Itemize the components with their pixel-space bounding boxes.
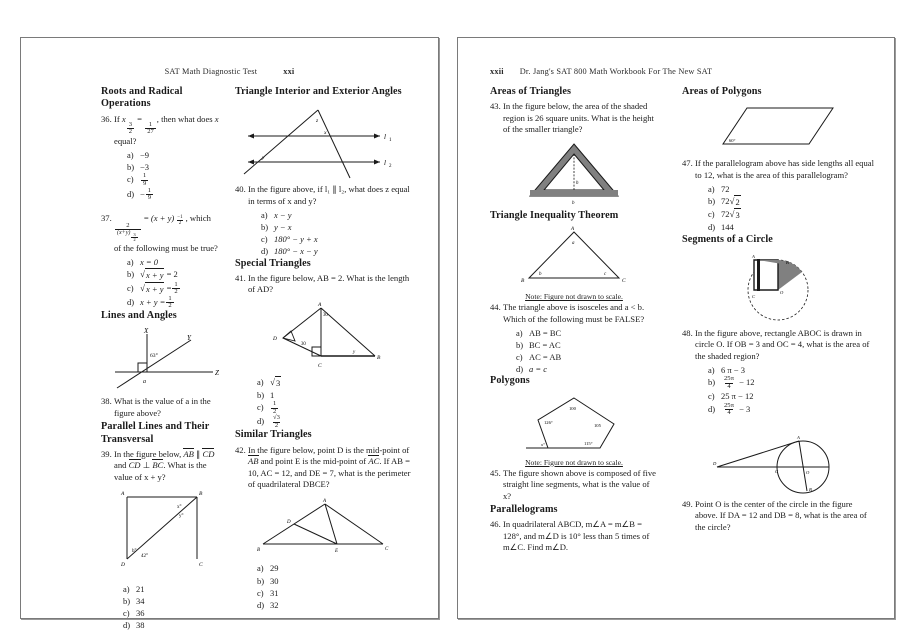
svg-text:O: O — [806, 469, 810, 475]
q44-figure-note: Note: Figure not drawn to scale. — [525, 292, 623, 302]
q36-post: , then what does — [156, 113, 213, 124]
q44-choice-d[interactable]: d) a = c — [516, 364, 548, 375]
q40-choices — [261, 209, 412, 257]
svg-text:C: C — [752, 293, 756, 299]
section-areas-of-polygons: Areas of Polygons — [682, 86, 762, 97]
svg-text:x°: x° — [177, 505, 182, 511]
q36-stem — [114, 114, 219, 147]
svg-text:Y: Y — [187, 334, 191, 343]
q45-number: 45. — [490, 467, 501, 478]
svg-text:E: E — [334, 549, 338, 555]
svg-text:D: D — [286, 520, 291, 526]
svg-text:y: y — [261, 155, 264, 162]
running-head-left-title: SAT Math Diagnostic Test — [164, 67, 258, 76]
svg-text:h: h — [576, 180, 579, 186]
running-head-left — [21, 38, 438, 76]
section-special-triangles: Special Triangles — [235, 257, 311, 269]
figure-q42 — [235, 494, 412, 558]
q41-choices — [257, 376, 412, 430]
q44-choice-a[interactable]: a) AB = BC — [516, 327, 562, 338]
q39-choice-c[interactable]: c) 36 — [123, 608, 145, 619]
q38-text: What is the value of a in the figure above? — [114, 396, 211, 418]
q36-fraction: $\frac{1}{27}$ — [147, 120, 154, 136]
svg-text:x: x — [323, 130, 326, 137]
q36-number: 36. — [101, 113, 112, 124]
running-head-right — [458, 38, 894, 76]
q39-choice-a[interactable]: a) 21 — [123, 584, 145, 595]
svg-text:l: l — [383, 133, 386, 142]
folio-left: xxi — [283, 67, 295, 76]
figure-q48 — [682, 250, 874, 324]
svg-text:C: C — [384, 547, 388, 553]
q42-choice-b[interactable]: b) 30 — [257, 575, 279, 586]
section-polygons: Polygons — [490, 375, 530, 387]
svg-text:30: 30 — [300, 341, 306, 347]
q41-choice-d[interactable]: d) $\frac{√3}{2}$ — [257, 414, 280, 429]
q46-text: In quadrilateral ABCD, m∠A = m∠B = 128°, and m∠D is 10° less than 5 times of m∠C. Find m∠D. — [503, 519, 650, 553]
svg-text:A: A — [752, 253, 755, 259]
svg-text:115°: 115° — [584, 440, 593, 446]
q36-variable-2: x — [214, 113, 219, 124]
q37-tail: , which of the following must be true? — [114, 212, 218, 253]
svg-text:z: z — [315, 118, 318, 125]
q38-number: 38. — [101, 396, 112, 407]
q48-choice-a[interactable]: a) 6 π − 3 — [708, 365, 745, 376]
q39-segment-ab: AB — [183, 449, 194, 460]
q47-choice-a[interactable]: a) 72 — [708, 184, 730, 195]
q36-choice-a[interactable]: a) −9 — [127, 150, 150, 161]
question-45 — [490, 468, 658, 502]
svg-text:b: b — [539, 272, 542, 278]
q47-choice-d[interactable]: d) 144 — [708, 222, 734, 233]
svg-text:B: B — [786, 259, 789, 265]
q42-choices — [257, 562, 412, 610]
svg-text:a: a — [143, 379, 146, 386]
section-parallelograms: Parallelograms — [490, 503, 558, 515]
q44-choice-b[interactable]: b) BC = AC — [516, 340, 561, 351]
question-41 — [235, 273, 412, 296]
figure-q47 — [682, 102, 874, 154]
question-42 — [235, 445, 412, 491]
q39-choice-d[interactable]: d) 38 — [123, 620, 145, 631]
figure-q39 — [101, 487, 219, 579]
running-head-right-title: Dr. Jang's SAT 800 Math Workbook For The New SAT — [519, 67, 713, 76]
q46-number: 46. — [490, 519, 501, 530]
q44-text: The triangle above is isosceles and a < b. Which of the following must be FALSE? — [503, 302, 645, 324]
section-segments-of-a-circle: Segments of a Circle — [682, 233, 773, 245]
q48-choice-b[interactable]: b) $\frac{25\pi}{4}$ − 12 — [708, 375, 755, 390]
q36-pre: If — [114, 113, 120, 124]
q44-number: 44. — [490, 302, 501, 313]
q39-choice-b[interactable]: b) 34 — [123, 596, 145, 607]
figure-q40 — [235, 102, 412, 180]
svg-text:42°: 42° — [141, 554, 148, 560]
q37-rhs-exponent: $\frac{-1}{2}$ — [177, 214, 183, 226]
svg-text:A: A — [317, 301, 321, 308]
svg-text:1: 1 — [388, 138, 391, 144]
q36-choice-d[interactable]: d) − $\frac{1}{9}$ — [127, 186, 152, 202]
svg-text:A: A — [797, 434, 800, 440]
question-49 — [682, 499, 874, 533]
figure-q43 — [490, 140, 658, 206]
figure-q38 — [101, 326, 219, 392]
q37-denominator: (x+y) $\frac{3}{2}$ — [115, 229, 141, 243]
q42-choice-a[interactable]: a) 29 — [257, 563, 279, 574]
q47-choices — [708, 183, 874, 233]
section-areas-of-triangles: Areas of Triangles — [490, 86, 572, 97]
q47-number: 47. — [682, 158, 693, 169]
svg-text:A: A — [571, 227, 575, 233]
svg-text:B: B — [199, 491, 203, 498]
section-similar-triangles: Similar Triangles — [235, 429, 312, 441]
q39-segment-cd: CD — [202, 449, 215, 460]
svg-text:B: B — [809, 486, 812, 492]
right-page-column-2 — [668, 86, 884, 556]
q48-choice-c[interactable]: c) 25 π − 12 — [708, 391, 754, 402]
q41-number: 41. — [235, 272, 246, 283]
question-38 — [101, 396, 219, 419]
q44-choices — [516, 327, 658, 375]
question-43 — [490, 101, 658, 135]
svg-text:D: D — [272, 335, 277, 342]
svg-text:2: 2 — [388, 164, 391, 170]
q41-text: In the figure below, AB = 2. What is the length of AD? — [248, 272, 410, 295]
q39-segment-bc: BC — [152, 460, 164, 471]
svg-text:y: y — [352, 349, 355, 355]
q41-choice-a[interactable]: a) √ 3 — [257, 376, 281, 388]
section-parallel-lines: Parallel Lines and Their Transversal — [101, 421, 210, 445]
question-44 — [490, 302, 658, 325]
svg-text:y°: y° — [179, 514, 184, 520]
q48-number: 48. — [682, 327, 693, 338]
question-40 — [235, 184, 412, 207]
q42-number: 42. — [235, 444, 246, 455]
q47-choice-c[interactable]: c) 72 √ 3 — [708, 209, 740, 221]
q39-text: In the figure below, AB ∥ CD and CD ⊥ BC. What is the value of x + y? — [114, 449, 215, 482]
svg-text:C: C — [622, 278, 626, 285]
section-triangle-interior-exterior: Triangle Interior and Exterior Angles — [235, 86, 402, 97]
question-48 — [682, 328, 874, 362]
figure-q44 — [490, 226, 658, 288]
q40-choice-c[interactable]: c) 180° − y + x — [261, 234, 318, 245]
q43-text: In the figure below, the area of the shaded region is 26 square units. What is the height of the smaller triangle? — [503, 101, 654, 135]
q44-choice-c[interactable]: c) AC = AB — [516, 352, 562, 363]
q49-number: 49. — [682, 498, 693, 509]
svg-text:c: c — [604, 272, 607, 278]
q49-text: Point O is the center of the circle in the figure above. If DA = 12 and DB = 8, what is the area of the circle? — [695, 498, 867, 532]
q36-choice-c[interactable]: c) $\frac{1}{9}$ — [127, 172, 147, 188]
svg-text:C: C — [199, 562, 203, 569]
figure-q49 — [682, 433, 874, 495]
svg-text:Z: Z — [215, 369, 219, 378]
svg-text:D: D — [121, 562, 125, 569]
question-37 — [101, 213, 219, 255]
question-47 — [682, 158, 874, 181]
q45-text: The figure shown above is composed of five straight line segments, what is the value of x? — [503, 467, 656, 501]
svg-text:100: 100 — [569, 405, 576, 411]
q42-choice-c[interactable]: c) 31 — [257, 587, 279, 598]
question-39 — [101, 449, 219, 483]
q37-choice-b[interactable]: b) √ x + y = 2 — [127, 269, 178, 281]
q37-stem — [114, 213, 219, 255]
q42-choice-d[interactable]: d) 32 — [257, 599, 279, 610]
q42-segment-ac: AC — [368, 456, 380, 467]
svg-text:A: A — [121, 491, 125, 498]
svg-text:X: X — [144, 327, 149, 336]
folio-right: xxii — [490, 67, 504, 76]
figure-q41 — [235, 300, 412, 372]
q40-choice-b[interactable]: b) y − x — [261, 222, 292, 233]
q37-number: 37. — [101, 212, 112, 223]
svg-text:30: 30 — [322, 312, 328, 318]
q36-variable: x — [121, 113, 126, 124]
question-46 — [490, 519, 658, 553]
q36-exponent: $\frac{3}{2}$ — [128, 120, 133, 136]
q37-choice-c[interactable]: c) √ x + y = $\frac{1}{2}$ — [127, 280, 178, 296]
q48-choice-d[interactable]: d) $\frac{25\pi}{4}$ − 3 — [708, 401, 751, 417]
section-triangle-inequality: Triangle Inequality Theorem — [490, 209, 619, 221]
figure-q45 — [490, 392, 658, 454]
q37-choices — [127, 256, 219, 310]
svg-text:B: B — [376, 354, 380, 361]
q47-choice-b[interactable]: b) 72 √ 2 — [708, 196, 740, 208]
q37-lhs-fraction: 2 (x+y) $\frac{3}{2}$ — [115, 223, 141, 243]
svg-text:l: l — [383, 159, 386, 168]
q42-text: In the figure below, point D is the mid-point of AB and point E is the mid-point of AC. If AB = 10, AC = 12, and DE = 7, what is the perimeter of quadrilateral DBCE? — [248, 444, 411, 490]
svg-text:B: B — [256, 548, 260, 554]
q40-choice-d[interactable]: d) 180° − x − y — [261, 246, 318, 257]
right-page-column-1 — [468, 86, 668, 556]
svg-text:C: C — [317, 362, 322, 369]
section-lines-and-angles: Lines and Angles — [101, 309, 177, 321]
svg-text:A: A — [322, 499, 326, 505]
q47-text: If the parallelogram above has side lengths all equal to 12, what is the area of this parallelogram? — [695, 158, 874, 180]
left-page-column-1 — [35, 86, 227, 632]
svg-text:b°: b° — [132, 549, 137, 555]
q43-number: 43. — [490, 101, 501, 112]
left-page-column-2 — [227, 86, 422, 632]
question-36 — [101, 114, 219, 147]
q36-choices — [127, 149, 219, 202]
svg-text:O: O — [780, 289, 784, 295]
q40-choice-a[interactable]: a) x − y — [261, 210, 292, 221]
svg-text:60°: 60° — [729, 138, 736, 144]
svg-text:b: b — [572, 200, 575, 206]
q36-equals: = — [137, 113, 143, 124]
page-left — [20, 37, 439, 631]
section-roots-radicals: Roots and Radical Operations — [101, 86, 183, 110]
q39-segment-cd-2: CD — [128, 460, 141, 471]
svg-text:B: B — [521, 278, 525, 285]
svg-text:x°: x° — [541, 441, 545, 447]
q37-rhs: (x + y) — [150, 212, 175, 223]
q37-equals: = — [143, 212, 149, 223]
q48-text: In the figure above, rectangle ABOC is drawn in circle O. If OB = 3 and OC = 4, what is the area of the shaded region? — [695, 327, 870, 361]
q37-choice-a[interactable]: a) x = 0 — [127, 257, 159, 268]
q41-choice-c[interactable]: c) $\frac{1}{2}$ — [257, 399, 277, 415]
q41-choice-b[interactable]: b) 1 — [257, 389, 275, 400]
q40-number: 40. — [235, 184, 246, 195]
q36-choice-b[interactable]: b) −3 — [127, 162, 150, 173]
svg-text:C: C — [775, 468, 779, 474]
q42-segment-ab: AB — [248, 456, 259, 467]
svg-text:a: a — [572, 241, 575, 247]
q45-figure-note: Note: Figure not drawn to scale. — [525, 457, 623, 467]
svg-text:63°: 63° — [150, 353, 158, 360]
svg-text:126°: 126° — [544, 419, 553, 425]
q39-number: 39. — [101, 449, 112, 460]
q37-choice-d[interactable]: d) x + y = $\frac{1}{2}$ — [127, 294, 172, 310]
svg-text:105: 105 — [594, 422, 601, 428]
q39-choices — [123, 583, 219, 631]
q36-end: equal? — [114, 135, 137, 146]
page-right — [457, 37, 895, 619]
svg-text:D: D — [713, 460, 717, 466]
q48-choices — [708, 364, 874, 417]
q40-text: In the figure above, if l₁ ∥ l₂, what does z equal in terms of x and y? — [248, 184, 410, 206]
